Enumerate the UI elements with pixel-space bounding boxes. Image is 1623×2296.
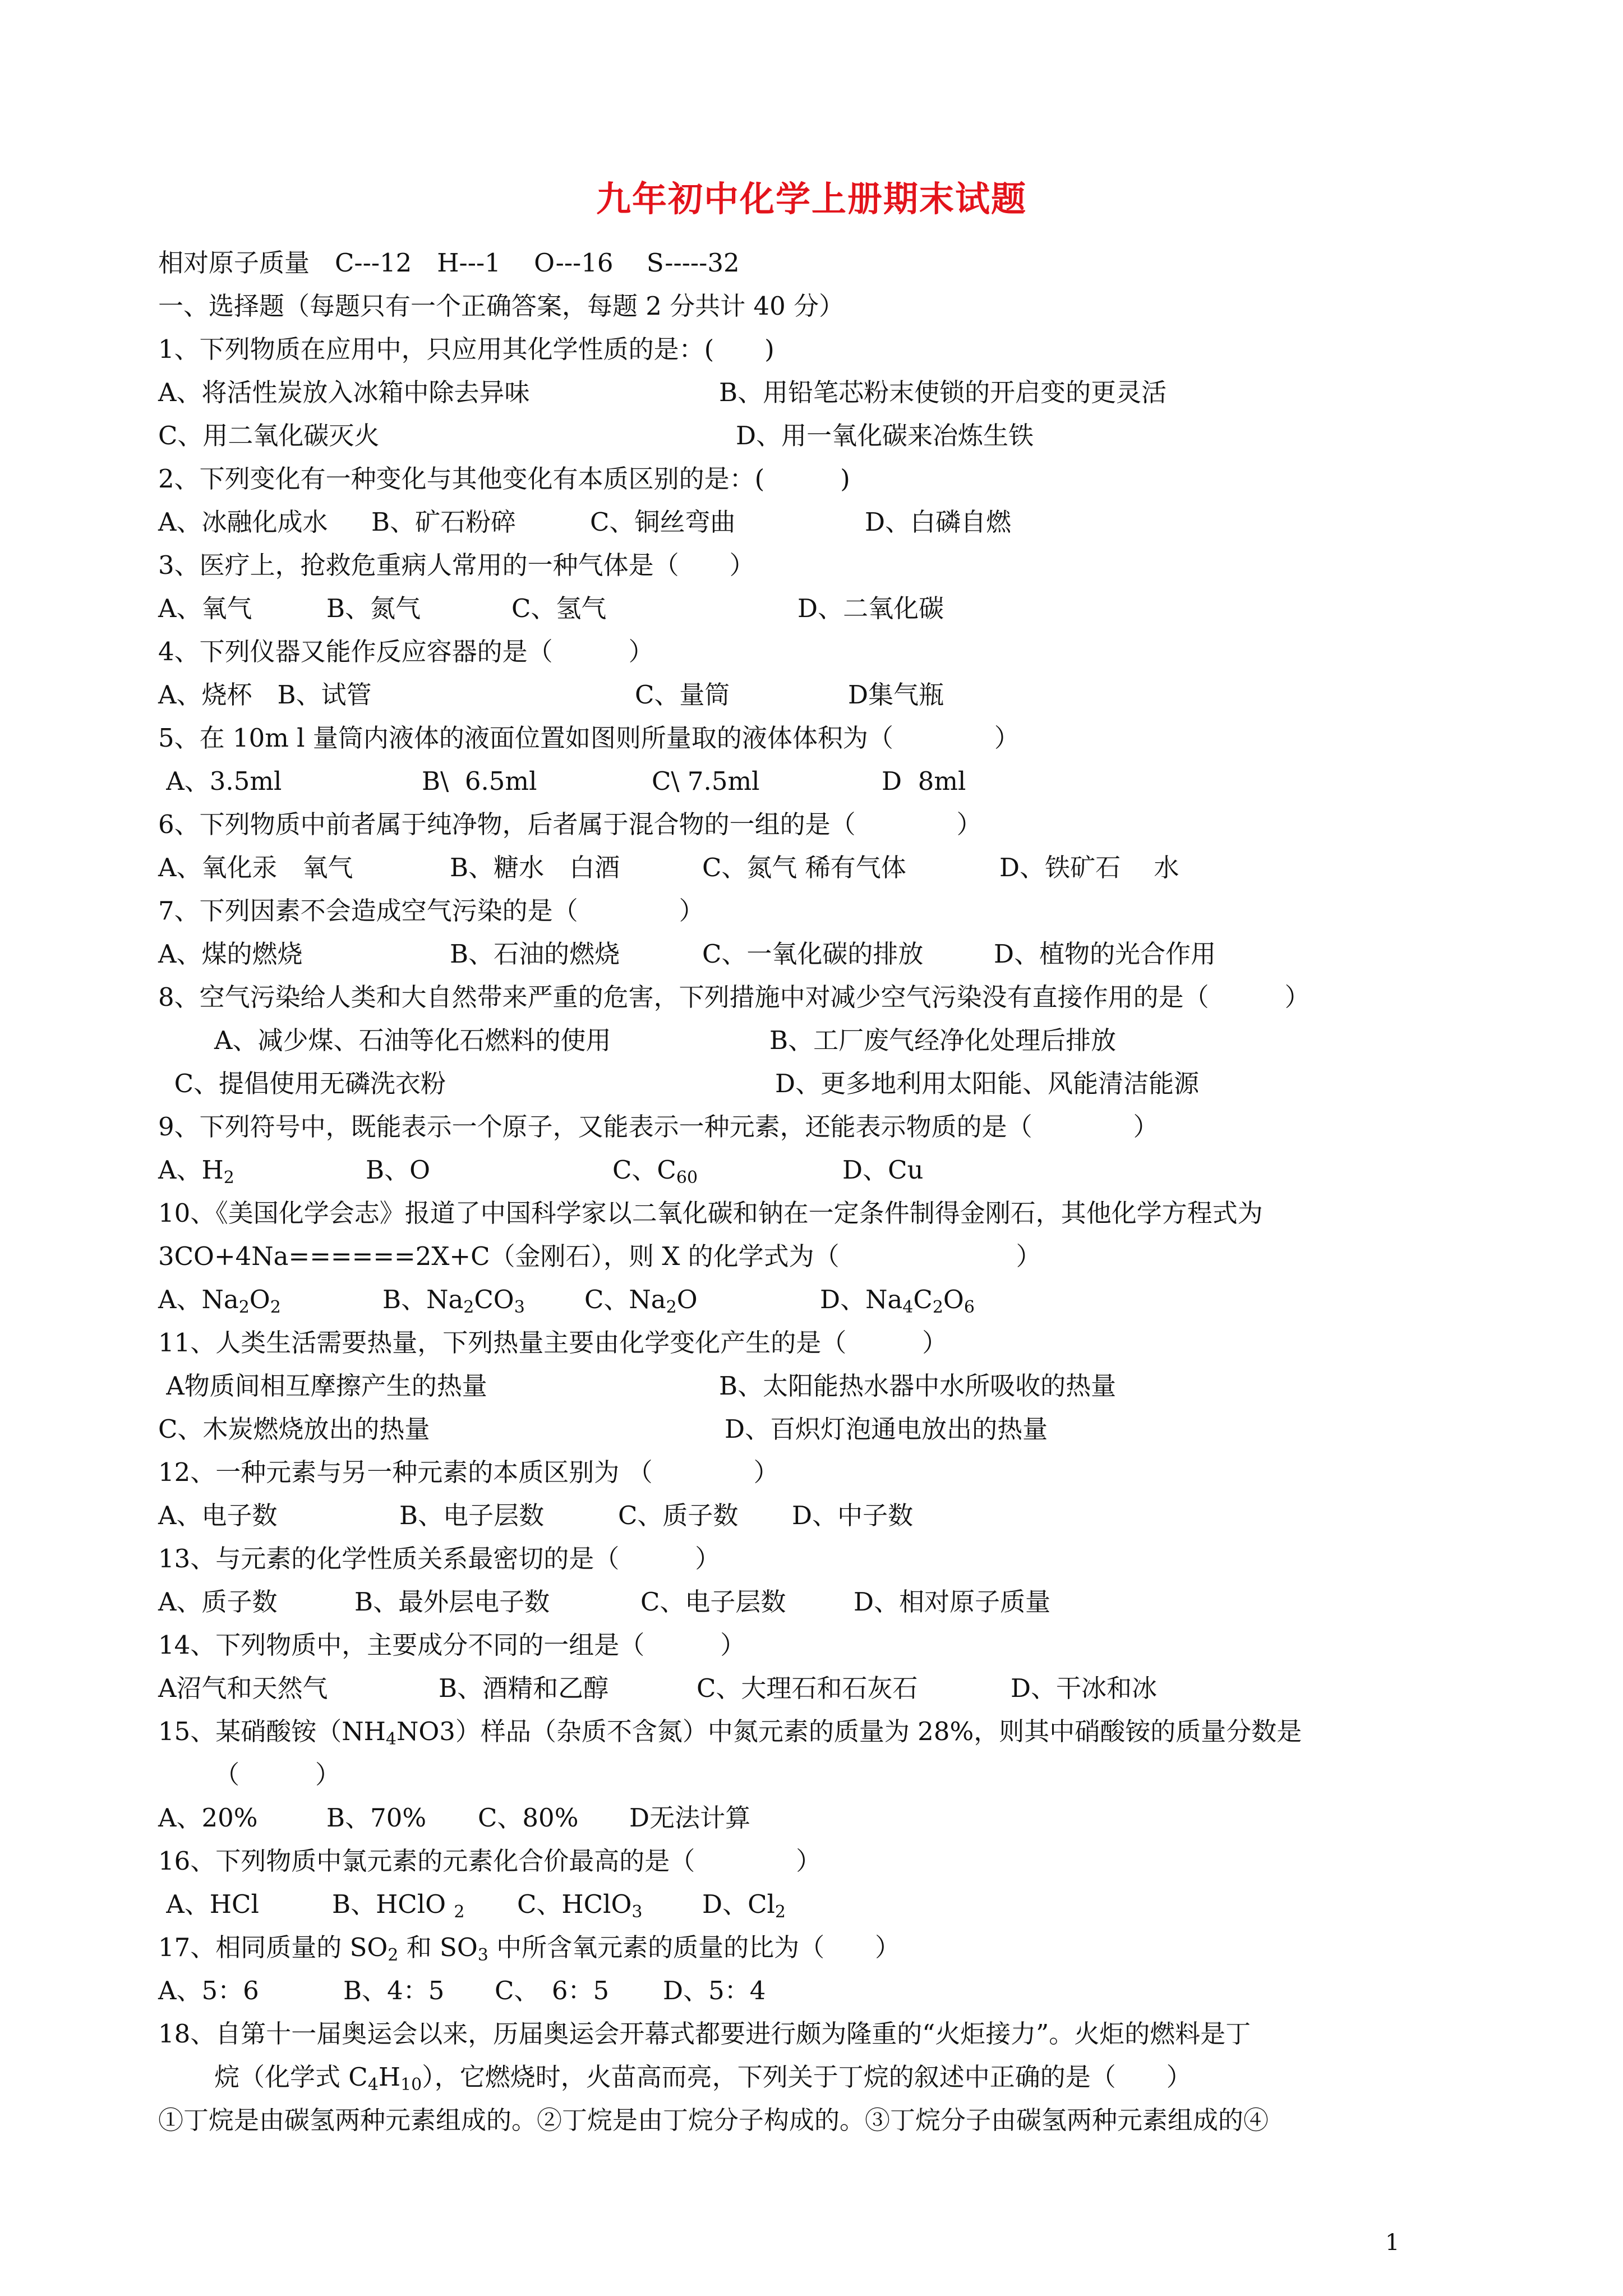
text-segment: A、质子数: [158, 1587, 278, 1617]
text-segment: D、相对原子质量: [854, 1587, 1051, 1617]
text-line: [158, 932, 1465, 976]
text-segment: A、5：6: [158, 1976, 259, 2005]
text-segment: A、烧杯 B、试管: [158, 680, 372, 710]
text-segment: 11、人类生活需要热量，下列热量主要由化学变化产生的是（ ）: [158, 1328, 948, 1358]
text-segment: A、3.5ml: [158, 766, 282, 796]
formula-text: ），它燃烧时，火苗高而亮，下列关于丁烷的叙述中正确的是（ ）: [422, 2062, 1192, 2092]
formula-text: A、H: [158, 1155, 224, 1185]
text-segment: B、O: [366, 1155, 430, 1185]
text-segment: C、用二氧化碳灭火: [158, 421, 380, 450]
subscript: 2: [388, 1945, 399, 1965]
text-segment: A、氧气: [158, 593, 252, 623]
text-line: [158, 1623, 1465, 1667]
text-line: [158, 544, 1465, 587]
text-segment: （ ）: [214, 1760, 341, 1789]
text-segment: B、糖水 白酒: [450, 853, 620, 882]
text-segment: C、氮气 稀有气体: [702, 853, 906, 882]
subscript: 2: [223, 1168, 234, 1188]
text-segment: [382, 1278, 584, 1321]
text-segment: [158, 1926, 900, 1969]
text-segment: 4、下列仪器又能作反应容器的是（ ）: [158, 637, 654, 666]
text-line: [158, 2099, 1465, 2142]
text-segment: D、二氧化碳: [797, 593, 944, 623]
text-segment: C、一氧化碳的排放: [702, 939, 924, 969]
text-line: [158, 328, 1465, 371]
text-segment: C、 6：5: [495, 1976, 610, 2005]
formula-text: A、Na: [158, 1285, 239, 1314]
text-line: [158, 1667, 1465, 1710]
text-line: [158, 1191, 1465, 1235]
text-segment: [820, 1278, 975, 1321]
text-segment: D、白磷自燃: [865, 507, 1012, 537]
text-line: [158, 371, 1465, 414]
formula-text: NO3）样品（杂质不含氮）中氮元素的质量为 28%，则其中硝酸铵的质量分数是: [396, 1717, 1302, 1746]
text-segment: B、最外层电子数: [354, 1587, 550, 1617]
formula-text: C、HClO: [517, 1889, 632, 1919]
text-line: [158, 716, 1465, 760]
text-line: [158, 630, 1465, 673]
formula-text: B、HClO: [332, 1889, 454, 1919]
text-segment: D、用一氧化碳来冶炼生铁: [736, 421, 1034, 450]
text-line: [158, 414, 1465, 457]
text-line: [158, 673, 1465, 716]
text-segment: C、木炭燃烧放出的热量: [158, 1414, 430, 1444]
text-line: [158, 1969, 1465, 2012]
text-line: [158, 760, 1465, 803]
text-line: [158, 1494, 1465, 1537]
text-segment: D 8ml: [882, 766, 966, 796]
text-segment: D、更多地利用太阳能、风能清洁能源: [775, 1069, 1200, 1098]
formula-text: D、Cl: [702, 1889, 775, 1919]
text-segment: 12、一种元素与另一种元素的本质区别为 （ ）: [158, 1457, 779, 1487]
subscript: 4: [902, 1297, 914, 1317]
subscript: 4: [385, 1729, 396, 1749]
text-segment: B、工厂废气经净化处理后排放: [769, 1025, 1117, 1055]
text-segment: 9、下列符号中，既能表示一个原子，又能表示一种元素，还能表示物质的是（ ）: [158, 1112, 1159, 1142]
text-segment: B、太阳能热水器中水所吸收的热量: [719, 1371, 1117, 1401]
subscript: 4: [367, 2075, 379, 2095]
text-line: [158, 1537, 1465, 1580]
text-segment: 6、下列物质中前者属于纯净物，后者属于混合物的一组的是（ ）: [158, 809, 982, 839]
text-line: [158, 587, 1465, 630]
text-line: [158, 1926, 1465, 1969]
text-line: [158, 2012, 1465, 2055]
text-segment: B、4：5: [343, 1976, 445, 2005]
text-line: [158, 241, 1465, 284]
text-segment: 14、下列物质中，主要成分不同的一组是（ ）: [158, 1630, 746, 1660]
text-segment: B、石油的燃烧: [450, 939, 620, 969]
text-segment: [214, 2055, 1192, 2099]
formula-text: D、Na: [820, 1285, 903, 1314]
text-line: [158, 1062, 1465, 1105]
text-line: [158, 803, 1465, 846]
question-list: [158, 241, 1465, 2142]
text-segment: C、质子数: [618, 1501, 739, 1530]
text-segment: 5、在 10m l 量筒内液体的液面位置如图则所量取的液体体积为（ ）: [158, 723, 1020, 753]
text-line: [158, 1321, 1465, 1364]
subscript: 2: [238, 1297, 250, 1317]
formula-text: 15、某硝酸铵（NH: [158, 1717, 386, 1746]
text-segment: C、氢气: [511, 593, 607, 623]
text-segment: A、减少煤、石油等化石燃料的使用: [214, 1025, 611, 1055]
text-segment: A、20%: [158, 1803, 258, 1833]
text-segment: B、氮气: [326, 593, 421, 623]
text-line: [158, 2055, 1465, 2099]
text-segment: 一、选择题（每题只有一个正确答案，每题 2 分共计 40 分）: [158, 291, 845, 321]
text-segment: C、大理石和石灰石: [697, 1673, 918, 1703]
subscript: 3: [631, 1902, 643, 1922]
formula-text: 和 SO: [398, 1932, 478, 1962]
text-line: [158, 284, 1465, 328]
text-segment: D、植物的光合作用: [994, 939, 1216, 969]
text-segment: A物质间相互摩擦产生的热量: [158, 1371, 487, 1401]
text-segment: [702, 1883, 786, 1926]
text-segment: A、氧化汞 氧气: [158, 853, 353, 882]
text-line: [158, 1364, 1465, 1407]
text-segment: C、铜丝弯曲: [590, 507, 736, 537]
page-title: 九年初中化学上册期末试题: [596, 178, 1027, 219]
text-segment: B、电子层数: [399, 1501, 545, 1530]
text-segment: B、70%: [326, 1803, 427, 1833]
formula-text: O: [249, 1285, 270, 1314]
text-line: [158, 1710, 1465, 1753]
text-segment: D、铁矿石 水: [999, 853, 1179, 882]
text-segment: 3、医疗上，抢救危重病人常用的一种气体是（ ）: [158, 550, 755, 580]
subscript: 3: [514, 1297, 525, 1317]
subscript: 3: [477, 1945, 488, 1965]
text-line: [158, 889, 1465, 932]
formula-text: H: [378, 2062, 401, 2092]
text-line: [158, 1753, 1465, 1796]
text-line: [158, 457, 1465, 500]
text-segment: A、煤的燃烧: [158, 939, 303, 969]
text-segment: 相对原子质量 C---12 H---1 O---16 S-----32: [158, 248, 740, 278]
subscript: 2: [270, 1297, 281, 1317]
formula-text: B、Na: [382, 1285, 464, 1314]
text-segment: [517, 1883, 702, 1926]
text-segment: A、冰融化成水: [158, 507, 328, 537]
text-segment: [158, 1278, 382, 1321]
subscript: 2: [932, 1297, 943, 1317]
subscript: 2: [774, 1902, 786, 1922]
text-segment: [158, 1148, 366, 1191]
text-segment: [158, 1710, 1302, 1753]
formula-text: C、C: [612, 1155, 676, 1185]
formula-text: 17、相同质量的 SO: [158, 1932, 388, 1962]
text-segment: C\ 7.5ml: [652, 766, 760, 796]
text-segment: D无法计算: [629, 1803, 751, 1833]
text-segment: [584, 1278, 820, 1321]
text-line: [158, 1105, 1465, 1148]
text-segment: 3CO+4Na======2X+C（金刚石），则 X 的化学式为（ ）: [158, 1241, 1041, 1271]
text-segment: B、矿石粉碎: [371, 507, 517, 537]
text-segment: [612, 1148, 842, 1191]
text-segment: D、Cu: [842, 1155, 924, 1185]
text-segment: 16、下列物质中氯元素的元素化合价最高的是（ ）: [158, 1846, 822, 1876]
formula-text: C、Na: [584, 1285, 666, 1314]
text-segment: 8、空气污染给人类和大自然带来严重的危害，下列措施中对减少空气污染没有直接作用的是（ ）: [158, 982, 1310, 1012]
text-line: [158, 500, 1465, 544]
text-segment: 2、下列变化有一种变化与其他变化有本质区别的是：( ): [158, 464, 850, 494]
formula-text: O: [943, 1285, 964, 1314]
text-segment: B、酒精和乙醇: [439, 1673, 609, 1703]
text-segment: D、5：4: [663, 1976, 766, 2005]
text-segment: A、电子数: [158, 1501, 278, 1530]
formula-text: CO: [474, 1285, 514, 1314]
text-line: [158, 976, 1465, 1019]
text-line: [158, 1278, 1465, 1321]
text-segment: C、80%: [478, 1803, 579, 1833]
text-segment: D集气瓶: [848, 680, 944, 710]
text-segment: D、干冰和冰: [1011, 1673, 1158, 1703]
subscript: 10: [400, 2075, 422, 2095]
text-segment: B、用铅笔芯粉末使锁的开启变的更灵活: [719, 378, 1167, 407]
text-line: [158, 1407, 1465, 1451]
text-line: [158, 1451, 1465, 1494]
text-line: [158, 1148, 1465, 1191]
text-segment: [332, 1883, 517, 1926]
subscript: 2: [666, 1297, 677, 1317]
text-line: [158, 846, 1465, 889]
text-segment: A、HCl: [158, 1889, 259, 1919]
text-line: [158, 1839, 1465, 1883]
text-segment: 1、下列物质在应用中，只应用其化学性质的是：( ): [158, 334, 774, 364]
text-segment: 13、与元素的化学性质关系最密切的是（ ）: [158, 1544, 721, 1573]
subscript: 2: [463, 1297, 474, 1317]
text-segment: ①丁烷是由碳氢两种元素组成的。②丁烷是由丁烷分子构成的。③丁烷分子由碳氢两种元素组成的④: [158, 2105, 1269, 2135]
text-line: [158, 1580, 1465, 1623]
formula-text: 中所含氧元素的质量的比为（ ）: [488, 1932, 901, 1962]
text-segment: D、百炽灯泡通电放出的热量: [725, 1414, 1048, 1444]
subscript: 2: [454, 1902, 465, 1922]
text-segment: A沼气和天然气: [158, 1673, 328, 1703]
text-line: [158, 1019, 1465, 1062]
text-line: [158, 1796, 1465, 1839]
text-segment: 18、自第十一届奥运会以来，历届奥运会开幕式都要进行颇为隆重的“火炬接力”。火炬的燃料是丁: [158, 2019, 1251, 2049]
text-segment: 7、下列因素不会造成空气污染的是（ ）: [158, 896, 704, 926]
text-segment: C、提倡使用无磷洗衣粉: [158, 1069, 446, 1098]
text-segment: C、电子层数: [640, 1587, 786, 1617]
text-segment: 10、《美国化学会志》报道了中国科学家以二氧化碳和钠在一定条件制得金刚石，其他化学方程式为: [158, 1198, 1263, 1228]
formula-text: 烷（化学式 C: [214, 2062, 368, 2092]
subscript: 6: [963, 1297, 975, 1317]
page-number: 1: [1385, 2230, 1400, 2256]
text-line: [158, 1235, 1465, 1278]
text-segment: B\ 6.5ml: [422, 766, 537, 796]
formula-text: C: [913, 1285, 933, 1314]
text-segment: A、将活性炭放入冰箱中除去异味: [158, 378, 530, 407]
text-segment: D、中子数: [792, 1501, 914, 1530]
subscript: 60: [676, 1168, 698, 1188]
text-line: [158, 1883, 1465, 1926]
text-segment: C、量筒: [635, 680, 730, 710]
formula-text: O: [676, 1285, 698, 1314]
